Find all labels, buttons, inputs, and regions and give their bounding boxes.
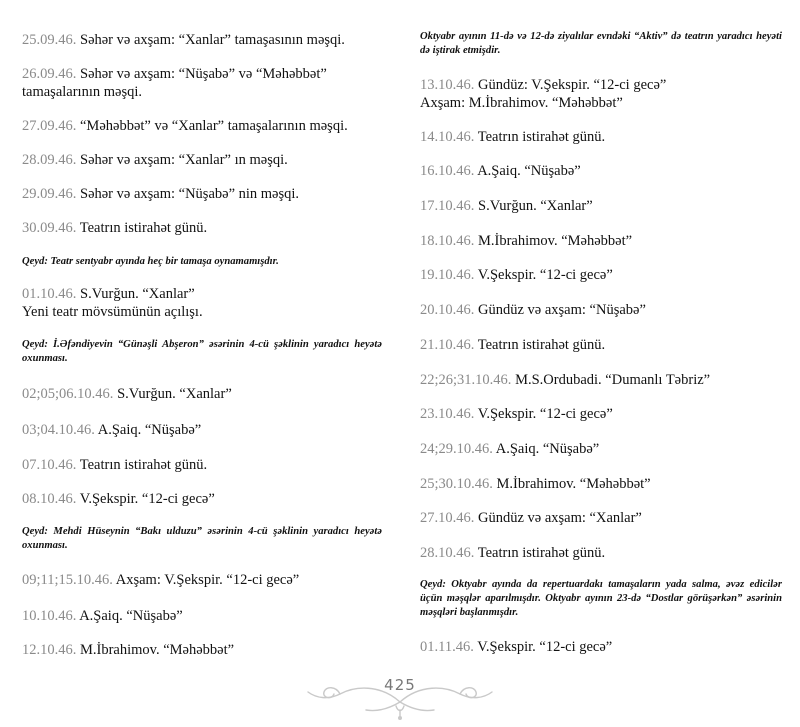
entry-25-09 bbox=[22, 31, 382, 49]
entry-01-10 bbox=[22, 285, 382, 321]
note-september: Qeyd: Teatr sentyabr ayında heç bir tamaşa oynamamışdır. bbox=[22, 256, 279, 267]
entry-text: V.Şekspir. “12-ci gecə” bbox=[477, 406, 613, 422]
entry-date: 19.10.46. bbox=[420, 267, 475, 283]
entry-date: 08.10.46. bbox=[22, 491, 77, 507]
entry-date: 27.10.46. bbox=[420, 510, 475, 526]
entry-12-10 bbox=[22, 641, 382, 659]
entry-27-09 bbox=[22, 117, 382, 135]
entry-13-10 bbox=[420, 76, 782, 112]
entry-03-04-10 bbox=[22, 421, 382, 439]
entry-text: Teatrın istirahət günü. bbox=[477, 545, 606, 561]
entry-28-09 bbox=[22, 151, 382, 169]
entry-text: S.Vurğun. “Xanlar” bbox=[478, 198, 593, 214]
entry-date: 25;30.10.46. bbox=[420, 476, 493, 492]
entry-date: 10.10.46. bbox=[22, 608, 77, 624]
entry-text: Gündüz və axşam: “Xanlar” bbox=[478, 510, 642, 526]
entry-30-09 bbox=[22, 219, 382, 237]
entry-text-line2: Yeni teatr mövsümünün açılışı. bbox=[22, 304, 203, 320]
entry-text: Gündüz: V.Şekspir. “12-ci gecə” bbox=[478, 77, 667, 93]
entry-date: 09;11;15.10.46. bbox=[22, 572, 113, 588]
entry-10-10 bbox=[22, 607, 382, 625]
entry-09-11-15-10 bbox=[22, 571, 382, 589]
entry-date: 18.10.46. bbox=[420, 233, 475, 249]
entry-date: 16.10.46. bbox=[420, 163, 475, 179]
entry-date: 13.10.46. bbox=[420, 77, 475, 93]
entry-text: M.S.Ordubadi. “Dumanlı Təbriz” bbox=[515, 372, 711, 388]
entry-text: Səhər və axşam: “Xanlar” tamaşasının məşqi. bbox=[80, 32, 345, 48]
entry-date: 24;29.10.46. bbox=[420, 441, 493, 457]
entry-date: 26.09.46. bbox=[22, 66, 77, 82]
entry-01-11 bbox=[420, 638, 782, 656]
entry-text: S.Vurğun. “Xanlar” bbox=[80, 286, 195, 302]
note-aktiv: Oktyabr ayının 11-də və 12-də ziyalılar evndəki “Aktiv” də teatrın yaradıcı heyəti də iştirak etmişdir. bbox=[420, 31, 782, 56]
entry-text: A.Şaiq. “Nüşabə” bbox=[79, 608, 183, 624]
entry-text: Axşam: V.Şekspir. “12-ci gecə” bbox=[115, 572, 300, 588]
note-baki-ulduzu: Qeyd: Mehdi Hüseynin “Bakı ulduzu” əsərinin 4-cü şəklinin yaradıcı heyətə oxunması. bbox=[22, 526, 382, 551]
entry-text: S.Vurğun. “Xanlar” bbox=[117, 386, 232, 402]
entry-text: Səhər və axşam: “Xanlar” ın məşqi. bbox=[80, 152, 288, 168]
entry-date: 30.09.46. bbox=[22, 220, 77, 236]
entry-07-10 bbox=[22, 456, 382, 474]
entry-25-30-10 bbox=[420, 475, 782, 493]
entry-text: M.İbrahimov. “Məhəbbət” bbox=[80, 642, 235, 658]
entry-24-29-10 bbox=[420, 440, 782, 458]
entry-text: V.Şekspir. “12-ci gecə” bbox=[477, 639, 613, 655]
entry-text: V.Şekspir. “12-ci gecə” bbox=[477, 267, 613, 283]
entry-text: A.Şaiq. “Nüşabə” bbox=[97, 422, 202, 438]
entry-text-line2: tamaşalarının məşqi. bbox=[22, 84, 142, 100]
entry-text: A.Şaiq. “Nüşabə” bbox=[477, 163, 581, 179]
page-footer bbox=[300, 672, 500, 722]
entry-text: Teatrın istirahət günü. bbox=[79, 457, 208, 473]
entry-text: “Məhəbbət” və “Xanlar” tamaşalarının məşqi. bbox=[80, 118, 348, 134]
entry-text: M.İbrahimov. “Məhəbbət” bbox=[478, 233, 633, 249]
entry-date: 23.10.46. bbox=[420, 406, 475, 422]
entry-text: Teatrın istirahət günü. bbox=[477, 129, 606, 145]
entry-date: 14.10.46. bbox=[420, 129, 475, 145]
entry-text: Teatrın istirahət günü. bbox=[477, 337, 606, 353]
entry-text: A.Şaiq. “Nüşabə” bbox=[495, 441, 600, 457]
entry-26-09 bbox=[22, 65, 382, 101]
entry-18-10 bbox=[420, 232, 782, 250]
entry-date: 12.10.46. bbox=[22, 642, 77, 658]
entry-29-09 bbox=[22, 185, 382, 203]
entry-date: 22;26;31.10.46. bbox=[420, 372, 512, 388]
note-gunesli-abseron: Qeyd: İ.Əfəndiyevin “Günəşli Abşeron” əsərinin 4-cü şəklinin yaradıcı heyətə oxunması. bbox=[22, 339, 382, 364]
entry-date: 02;05;06.10.46. bbox=[22, 386, 114, 402]
entry-date: 28.10.46. bbox=[420, 545, 475, 561]
entry-date: 07.10.46. bbox=[22, 457, 77, 473]
entry-21-10 bbox=[420, 336, 782, 354]
entry-date: 01.11.46. bbox=[420, 639, 474, 655]
entry-17-10 bbox=[420, 197, 782, 215]
entry-date: 20.10.46. bbox=[420, 302, 475, 318]
entry-date: 17.10.46. bbox=[420, 198, 475, 214]
entry-date: 27.09.46. bbox=[22, 118, 77, 134]
entry-date: 25.09.46. bbox=[22, 32, 77, 48]
entry-date: 21.10.46. bbox=[420, 337, 475, 353]
entry-22-26-31-10 bbox=[420, 371, 782, 389]
entry-16-10 bbox=[420, 162, 782, 180]
entry-19-10 bbox=[420, 266, 782, 284]
entry-text: Səhər və axşam: “Nüşabə” nin məşqi. bbox=[80, 186, 300, 202]
entry-date: 29.09.46. bbox=[22, 186, 77, 202]
entry-date: 01.10.46. bbox=[22, 286, 77, 302]
entry-text: Gündüz və axşam: “Nüşabə” bbox=[478, 302, 646, 318]
entry-28-10 bbox=[420, 544, 782, 562]
note-october-rehearsals: Qeyd: Oktyabr ayında da repertuardakı tamaşaların yada salma, əvəz edicilər üçün məşqlər aparılmışdır. Oktyabr ayının 23-də “Dostlar görüşərkən” əsərinin məşqləri başlanmışdır. bbox=[420, 579, 782, 618]
entry-text: M.İbrahimov. “Məhəbbət” bbox=[496, 476, 651, 492]
entry-text-line2: Axşam: M.İbrahimov. “Məhəbbət” bbox=[420, 95, 623, 111]
entry-text: Səhər və axşam: “Nüşabə” və “Məhəbbət” bbox=[80, 66, 327, 82]
entry-20-10 bbox=[420, 301, 782, 319]
entry-08-10 bbox=[22, 490, 382, 508]
entry-14-10 bbox=[420, 128, 782, 146]
entry-text: V.Şekspir. “12-ci gecə” bbox=[79, 491, 215, 507]
entry-text: Teatrın istirahət günü. bbox=[79, 220, 208, 236]
entry-27-10 bbox=[420, 509, 782, 527]
page-number: 425 bbox=[384, 676, 416, 694]
entry-date: 03;04.10.46. bbox=[22, 422, 95, 438]
entry-date: 28.09.46. bbox=[22, 152, 77, 168]
entry-02-05-06-10 bbox=[22, 385, 382, 403]
entry-23-10 bbox=[420, 405, 782, 423]
